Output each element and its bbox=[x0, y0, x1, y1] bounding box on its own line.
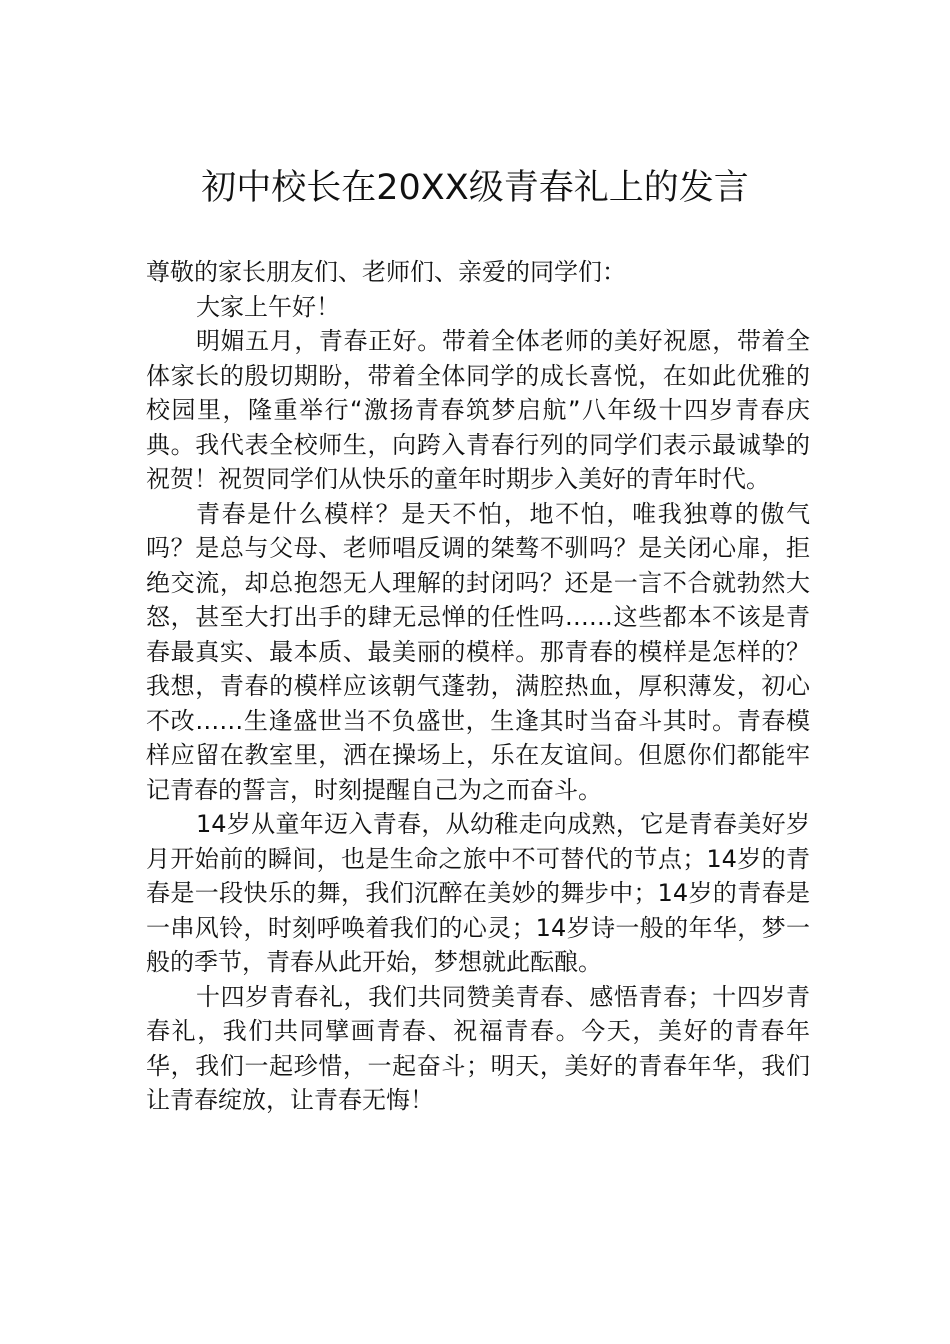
closing-paragraph: 十四岁青春礼，我们共同赞美青春、感悟青春；十四岁青春礼，我们共同擘画青春、祝福青春。今天，美好的青春年华，我们一起珍惜，一起奋斗；明天，美好的青春年华，我们让青春绽放，让青春无悔！ bbox=[146, 982, 810, 1114]
document-title: 初中校长在20XX级青春礼上的发言 bbox=[201, 168, 749, 208]
salutation: 尊敬的家长朋友们、老师们、亲爱的同学们： bbox=[146, 258, 626, 286]
document-body bbox=[146, 255, 810, 1118]
age-fourteen-paragraph: 14岁从童年迈入青春，从幼稚走向成熟，它是青春美好岁月开始前的瞬间，也是生命之旅中不可替代的节点；14岁的青春是一段快乐的舞，我们沉醉在美妙的舞步中；14岁的青春是一串风铃，时刻呼唤着我们的心灵；14岁诗一般的年华，梦一般的季节，青春从此开始，梦想就此酝酿。 bbox=[146, 810, 810, 976]
opening-paragraph: 明媚五月，青春正好。带着全体老师的美好祝愿，带着全体家长的殷切期盼，带着全体同学的成长喜悦，在如此优雅的校园里，隆重举行“激扬青春筑梦启航”八年级十四岁青春庆典。我代表全校师生，向跨入青春行列的同学们表示最诚挚的祝贺！祝贺同学们从快乐的童年时期步入美好的青年时代。 bbox=[146, 327, 810, 493]
youth-definition-paragraph: 青春是什么模样？是天不怕，地不怕，唯我独尊的傲气吗？是总与父母、老师唱反调的桀骜不驯吗？是关闭心扉，拒绝交流，却总抱怨无人理解的封闭吗？还是一言不合就勃然大怒，甚至大打出手的肆无忌惮的任性吗……这些都本不该是青春最真实、最本质、最美丽的模样。那青春的模样是怎样的？我想，青春的模样应该朝气蓬勃，满腔热血，厚积薄发，初心不改……生逢盛世当不负盛世，生逢其时当奋斗其时。青春模样应留在教室里，洒在操场上，乐在友谊间。但愿你们都能牢记青春的誓言，时刻提醒自己为之而奋斗。 bbox=[146, 499, 810, 804]
greeting-paragraph: 大家上午好！ bbox=[196, 292, 340, 321]
